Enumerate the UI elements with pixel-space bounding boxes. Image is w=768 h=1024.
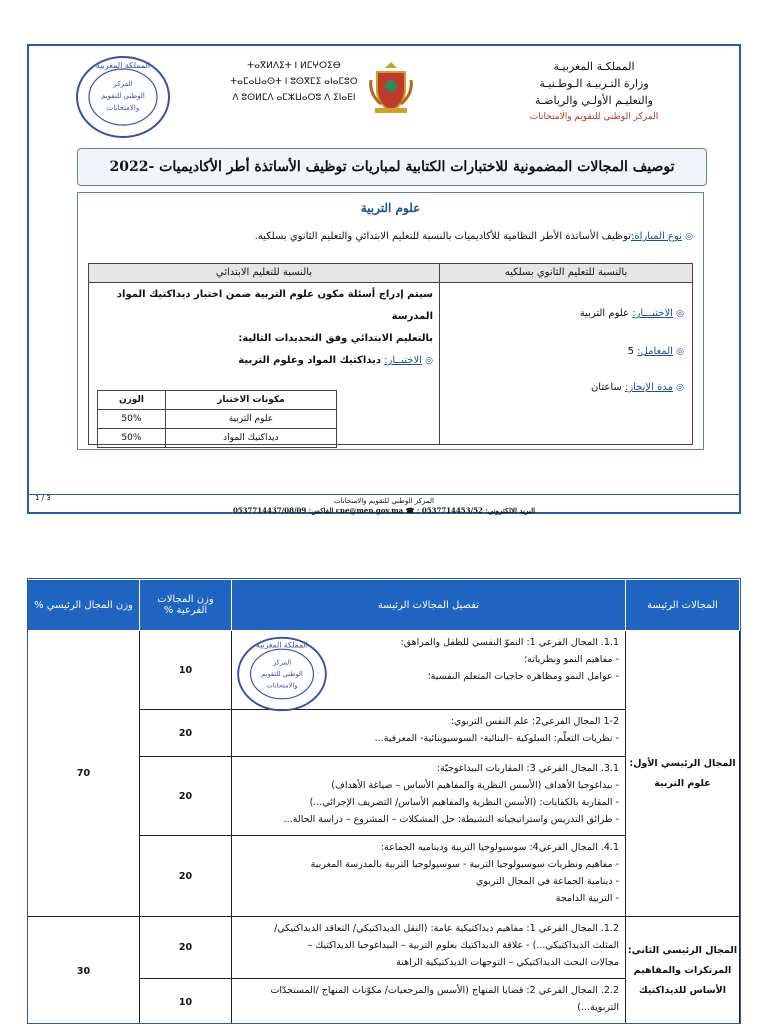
header-sub-weight: وزن المجالات الفرعية % (140, 580, 232, 631)
primary-description (97, 284, 433, 372)
duration-label: مدة الإنجاز: (624, 382, 673, 393)
secondary-duration (444, 382, 684, 393)
document-page-1 (27, 44, 741, 514)
svg-text:الوطني للتقويم: الوطني للتقويم (101, 92, 145, 100)
header-ar-line: وزارة التـربيـة الـوطـنيـة (539, 77, 649, 90)
footer-center: المركز الوطني للتقويم والامتحانات (334, 497, 434, 505)
header-tifinagh (209, 58, 379, 106)
detail-line: 4.1. المجال الفرعي4: سوسيولوجيا التربية وديناميه الجماعة: (380, 842, 619, 853)
detail-line: مجالات البحث الديداكتيكي – التوجهات الديدكتيكية الراهنة (396, 957, 619, 968)
duration-value: ساعتان (590, 382, 622, 393)
domain-1-name: المجال الرئيسي الأول: علوم التربية (626, 631, 740, 917)
header-ar-subtitle: المركز الوطني للتقويم والامتحانات (529, 112, 659, 122)
table-header: مكونات الاختبار (165, 391, 336, 410)
primary-line: سيتم إدراج أسئلة مكون علوم التربية ضمن اختبار ديداكتيك المواد المدرسة (116, 289, 433, 322)
secondary-coef (444, 346, 684, 357)
svg-text:المملكة المغربية: المملكة المغربية (256, 640, 308, 650)
exam-grid (88, 263, 693, 445)
detail-line: - التربية الدامجة (555, 893, 619, 904)
detail-line: المثلث الديداكتيكي...) - علاقة الديداكتيك بعلوم التربية – البيداغوجيا الديداكتيك – (307, 940, 619, 951)
secondary-exam (444, 308, 684, 319)
svg-text:الوطني للتقويم: الوطني للتقويم (261, 669, 303, 678)
grid-divider (439, 264, 440, 444)
header-tifinagh-line: ⵜⴰⴳⵍⴷⵉⵜ ⵏ ⵍⵎⵖⵔⵉⴱ (247, 61, 341, 71)
competition-label: نوع المباراة: (630, 231, 682, 242)
coef-label: المعامل: (637, 346, 673, 357)
svg-text:المركز: المركز (272, 658, 292, 667)
domain-1-weight: 70 (28, 631, 140, 917)
table-cell: ديداكتيك المواد (165, 429, 336, 448)
header-details: تفصيل المجالات الرئيسة (232, 580, 626, 631)
detail-line: - طرائق التدريس واستراتيجياته النشيطة: حل المشكلات – المشروع – دراسة الحالة... (283, 814, 619, 825)
bullet-icon: ◎ (676, 383, 684, 393)
sub-weight: 20 (140, 836, 232, 917)
primary-line: بالتعليم الابتدائي وفق التحديدات التالية: (238, 333, 433, 344)
page-number: 1 / 3 (35, 494, 51, 502)
bullet-icon: ◎ (676, 309, 684, 319)
table-header: الوزن (98, 391, 166, 410)
table-cell: علوم التربية (165, 410, 336, 429)
table-row (98, 391, 337, 410)
subject-card (77, 192, 704, 450)
col-secondary-header: بالنسبة للتعليم الثانوي بسلكيه (439, 264, 692, 283)
competition-text: توظيف الأساتذة الأطر النظامية للأكاديميات بالنسبة للتعليم الابتدائي والتعليم الثانوي بسلكيه. (254, 231, 631, 242)
svg-text:المملكة المغربية: المملكة المغربية (95, 61, 151, 70)
domain-2-name: المجال الرئيسي الثاني: المرتكزات والمفاهيم الأساس للديداكتيك (626, 917, 740, 1024)
detail-line: 3.1. المجال الفرعي 3: المقاربات البيداغوجيّة: (436, 763, 619, 774)
detail-line: التربوية...) (577, 1002, 619, 1013)
header-main-weight: وزن المجال الرئيسي % (28, 580, 140, 631)
footer-contact: البريد الالكتروني: cne@men.gov.ma ☎ : 0537714453/52 الفاكس: 0537714437/08/09 (232, 506, 536, 515)
sub-1-4-details (232, 836, 626, 917)
table-row (28, 917, 740, 979)
header-tifinagh-line: ⴷ ⵓⵙⵍⵎⴷ ⴰⵎⵣⵡⴰⵔⵓ ⴷ ⵉⵏⴰⴹⵏ (232, 93, 356, 103)
table-row (98, 410, 337, 429)
header-arabic (509, 58, 679, 126)
detail-line: - المقاربة بالكفايات: (الأسس النظرية والمفاهيم الأساس/ التصريف الإجرائي...) (309, 797, 619, 808)
svg-text:والامتحانات: والامتحانات (106, 104, 140, 112)
domains-table (27, 579, 740, 1024)
sub-weight: 20 (140, 917, 232, 979)
coef-value: 5 (627, 346, 634, 357)
detail-line: 2.2. المجال الفرعي 2: قضايا المنهاج (الأسس والمرجعيات/ مكوّنات المنهاج /المستجدّات (270, 985, 619, 996)
header-ar-line: والتعليـم الأولـي والرياضـة (535, 94, 653, 107)
detail-line: - مفاهيم النمو ونظرياته؛ (524, 654, 619, 665)
col-primary-header: بالنسبة للتعليم الابتدائي (89, 264, 439, 283)
bullet-icon: ◎ (676, 347, 684, 357)
exam-label: الاختبـــار: (632, 308, 673, 319)
stamp-seal-icon (234, 633, 330, 715)
sub-1-3-details (232, 757, 626, 836)
detail-line: 1.1. المجال الفرعي 1: النموّ النفسي للطفل والمراهق: (400, 637, 619, 648)
stamp-seal-icon (73, 52, 173, 142)
sub-weight: 10 (140, 979, 232, 1024)
subject-title: علوم التربية (360, 201, 421, 215)
domain-2-weight: 30 (28, 917, 140, 1024)
sub-2-1-details (232, 917, 626, 979)
primary-exam (97, 350, 433, 372)
table-row (28, 631, 740, 710)
coat-of-arms-icon (367, 60, 415, 116)
detail-line: - دينامية الجماعة في المجال التربوي (475, 876, 619, 887)
sub-weight: 20 (140, 757, 232, 836)
svg-text:المركز: المركز (113, 80, 133, 88)
sub-2-2-details (232, 979, 626, 1024)
header-tifinagh-line: ⵜⴰⵎⴰⵡⴰⵙⵜ ⵏ ⵓⵙⴳⵎⵉ ⴰⵏⴰⵎⵓⵔ (230, 77, 358, 87)
detail-line: 1-2 المجال الفرعي2: علم النفس التربوي: (450, 716, 619, 727)
table-cell: 50% (98, 429, 166, 448)
exam-label: الاختبــار: (384, 355, 422, 366)
sub-1-1-details (232, 631, 626, 710)
detail-line: - بيداغوجيا الأهداف (الأسس النظرية والمفاهيم الأساس – صياغة الأهداف) (331, 780, 619, 791)
footer-divider (29, 494, 739, 495)
competition-type (255, 231, 693, 242)
sub-weight: 10 (140, 631, 232, 710)
svg-text:والامتحانات: والامتحانات (266, 681, 298, 690)
detail-line: - عوامل النمو ومظاهره حاجيات المتعلم النفسية؛ (427, 671, 619, 682)
sub-weight: 20 (140, 710, 232, 757)
sub-1-2-details (232, 710, 626, 757)
detail-line: - مفاهيم ونظريات سوسيولوجيا التربية - سوسيولوجيا التربية بالمدرسة المغربية (310, 859, 619, 870)
table-header-row (28, 580, 740, 631)
weights-table (97, 390, 337, 448)
page-gap (0, 516, 768, 578)
exam-value: علوم التربية (579, 308, 630, 319)
page-title: توصيف المجالات المضمونية للاختبارات الكتابية لمباريات توظيف الأساتذة أطر الأكاديميات -2022 (77, 148, 707, 186)
header-ar-line: المملكـة المغربيـة (553, 60, 635, 73)
table-row (98, 429, 337, 448)
header-domains: المجالات الرئيسة (626, 580, 740, 631)
detail-line: 1.2. المجال الفرعي 1: مفاهيم ديداكتيكية عامة: (النقل الديداكتيكي/ التعاقد الديداكتيكي/ (274, 923, 619, 934)
exam-value: ديداكتيك المواد وعلوم التربية (238, 355, 381, 366)
detail-line: - نظريات التعلّم: السلوكية –البنائية- السوسيوبنائية- المعرفية... (374, 733, 619, 744)
document-page-2 (27, 578, 741, 1024)
bullet-icon: ◎ (685, 232, 693, 242)
footer (29, 496, 739, 516)
table-cell: 50% (98, 410, 166, 429)
bullet-icon: ◎ (425, 356, 433, 366)
